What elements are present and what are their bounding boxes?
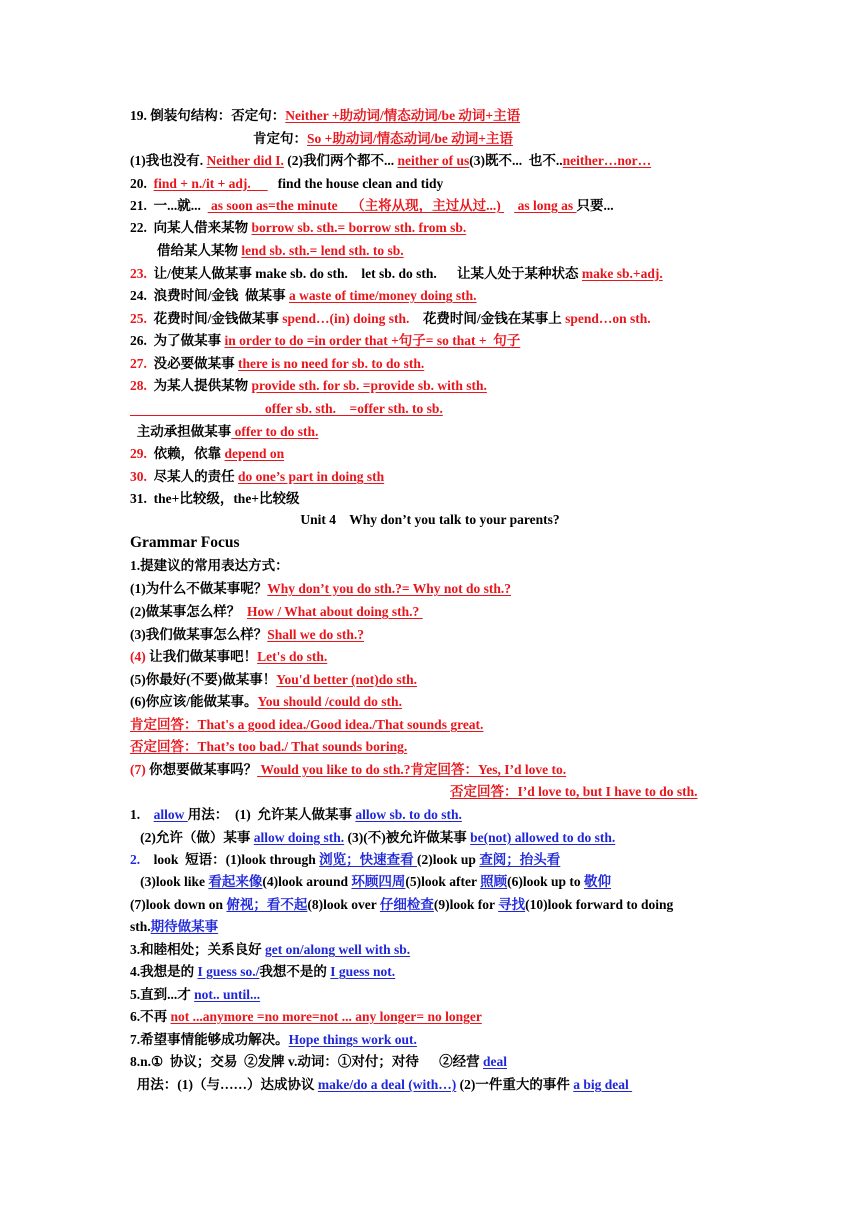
answer-phrase: 看起来像 (208, 874, 263, 889)
answer-phrase: borrow sb. sth.= borrow sth. from sb. (251, 220, 467, 235)
answer-phrase: I guess so./ (197, 964, 260, 979)
answer-phrase: offer to do sth. (231, 424, 319, 439)
answer-phrase: 照顾 (480, 874, 508, 889)
text-line (130, 468, 384, 486)
line-text (504, 198, 514, 213)
answer-phrase: 肯定回答：That's a good idea./Good idea./That sounds great. (130, 717, 484, 732)
text-line (130, 152, 651, 170)
text-line (130, 693, 402, 711)
line-text: 借给某人某物 (157, 243, 242, 258)
answer-phrase: Would you like to do sth.?肯定回答：Yes, I’d love to. (257, 762, 567, 777)
line-text: (2)我们两个都不... (283, 153, 398, 168)
text-line (130, 332, 520, 350)
answer-phrase: 期待做某事 (150, 919, 219, 934)
answer-phrase: Let's do sth. (257, 649, 328, 664)
line-text: (6)look up to (507, 874, 585, 889)
unit-title: Unit 4 Why don’t you talk to your parents? (300, 512, 560, 527)
answer-phrase: there is no need for sb. to do sth. (238, 356, 425, 371)
answer-phrase: in order to do =in order that +句子= so that + 句子 (224, 333, 521, 348)
text-line (253, 130, 513, 148)
line-text: (4)look around (262, 874, 352, 889)
answer-phrase: How / What about doing sth.? (247, 604, 423, 619)
text-line (130, 941, 410, 959)
answer-phrase: get on/along well with sb. (265, 942, 411, 957)
line-text: spend…(in) doing sth. (282, 311, 410, 326)
text-line (130, 603, 423, 621)
text-line (130, 1008, 482, 1026)
text-line (130, 107, 520, 125)
answer-phrase: do one’s part in doing sth (238, 469, 385, 484)
line-text: 2. (130, 852, 141, 867)
answer-phrase: allow doing sth. (253, 830, 345, 845)
line-text: (9)look for (433, 897, 499, 912)
line-text: 31. the+比较级，the+比较级 (130, 491, 300, 506)
line-text: (3)look like (130, 874, 209, 889)
line-text: (2)look up (417, 852, 480, 867)
text-line (130, 1031, 417, 1049)
line-text: 29. (130, 446, 147, 461)
line-text: sth. (130, 919, 151, 934)
text-line (130, 671, 417, 689)
answer-phrase: depend on (224, 446, 285, 461)
text-line (130, 265, 663, 283)
answer-phrase: a big deal (573, 1077, 633, 1092)
line-text: 依赖，依靠 (146, 446, 225, 461)
line-text: 6.不再 (130, 1009, 171, 1024)
answer-phrase: 寻找 (498, 897, 526, 912)
text-line (130, 377, 487, 395)
text-line (130, 423, 318, 441)
line-text: spend…on sth. (565, 311, 651, 326)
line-text: (2)做某事怎么样？ (130, 604, 247, 619)
answer-phrase: make sb.+adj. (581, 266, 663, 281)
line-text: (5)你最好(不要)做某事！ (130, 672, 277, 687)
answer-phrase: I guess not. (330, 964, 396, 979)
text-line (130, 355, 424, 373)
line-text: 20. (130, 176, 154, 191)
answer-phrase: Neither +助动词/情态动词/be 动词+主语 (285, 108, 521, 123)
line-text: (7) (130, 762, 146, 777)
line-text: 1.提建议的常用表达方式： (130, 558, 289, 573)
line-text: (1)我也没有. (130, 153, 207, 168)
text-line (130, 197, 614, 215)
line-text: 21. 一...就... (130, 198, 208, 213)
line-text: 我想不是的 (259, 964, 331, 979)
line-text: 27. (130, 356, 147, 371)
text-line (130, 1076, 632, 1094)
text-line (157, 242, 404, 260)
text-line (130, 557, 289, 575)
line-text: 22. 向某人借来某物 (130, 220, 252, 235)
line-text: 你想要做某事吗？ (145, 762, 258, 777)
answer-phrase: You'd better (not)do sth. (276, 672, 417, 687)
answer-phrase: Why don’t you do sth.?= Why not do sth.? (267, 581, 512, 596)
line-text: 主动承担做某事 (130, 424, 232, 439)
answer-phrase: offer sb. sth. =offer sth. to sb. (130, 401, 443, 416)
line-text: (2)一件重大的事件 (456, 1077, 574, 1092)
answer-phrase: 否定回答：I’d love to, but I have to do sth. (450, 784, 698, 799)
answer-phrase: 查阅；抬头看 (479, 852, 561, 867)
text-line (130, 445, 284, 463)
text-line (130, 310, 651, 328)
line-text: find the house clean and tidy (267, 176, 444, 191)
answer-phrase: neither of us (397, 153, 470, 168)
text-line (130, 580, 511, 598)
text-line (130, 896, 673, 914)
answer-phrase: Shall we do sth.? (267, 627, 365, 642)
line-text: 19. 倒装句结构：否定句： (130, 108, 286, 123)
grammar-focus-heading: Grammar Focus (130, 534, 240, 551)
line-text: (7)look down on (130, 897, 227, 912)
line-text: 8.n.① 协议；交易 ②发牌 v.动词：①对付；对待 ②经营 (130, 1054, 483, 1069)
line-text: 花费时间/金钱做某事 (146, 311, 283, 326)
answer-phrase: 俯视；看不起 (226, 897, 308, 912)
answer-phrase: allow sb. to do sth. (355, 807, 462, 822)
line-text: (8)look over (307, 897, 380, 912)
line-text: 没必要做某事 (146, 356, 238, 371)
answer-phrase: as long as (514, 198, 577, 213)
text-line (130, 851, 560, 869)
text-line (130, 986, 260, 1004)
line-text: 7.希望事情能够成功解决。 (130, 1032, 289, 1047)
line-text: (3)我们做某事怎么样？ (130, 627, 268, 642)
line-text: 28. (130, 378, 147, 393)
line-text: 用法：(1)（与……）达成协议 (130, 1077, 318, 1092)
line-text: 5.直到...才 (130, 987, 195, 1002)
line-text: 30. (130, 469, 147, 484)
text-line (130, 806, 462, 824)
answer-phrase: 浏览；快速查看 (319, 852, 418, 867)
text-line (130, 963, 395, 981)
line-text: (1)为什么不做某事呢？ (130, 581, 268, 596)
text-line (130, 400, 443, 418)
text-line (130, 738, 407, 756)
answer-phrase: lend sb. sth.= lend sth. to sb. (241, 243, 404, 258)
text-line (130, 1053, 507, 1071)
line-text: 让/使某人做某事 make sb. do sth. let sb. do sth. 让某人处于某种状态 (146, 266, 582, 281)
line-text: 为某人提供某物 (146, 378, 252, 393)
answer-phrase: allow (153, 807, 188, 822)
line-text: (6)你应该/能做某事。 (130, 694, 258, 709)
line-text: (5)look after (405, 874, 481, 889)
line-text: 肯定句： (253, 131, 307, 146)
line-text: 3.和睦相处；关系良好 (130, 942, 265, 957)
text-line (130, 175, 443, 193)
line-text: 1. (130, 807, 154, 822)
line-text: look 短语：(1)look through (140, 852, 320, 867)
text-line (130, 918, 218, 936)
answer-phrase: So +助动词/情态动词/be 动词+主语 (307, 131, 513, 146)
answer-phrase: not.. until... (194, 987, 261, 1002)
answer-phrase: be(not) allowed to do sth. (470, 830, 616, 845)
text-line (130, 626, 364, 644)
answer-phrase: make/do a deal (with…) (317, 1077, 457, 1092)
answer-phrase: as soon as=the minute （主将从现，主过从过...) (207, 198, 505, 213)
answer-phrase: a waste of time/money doing sth. (289, 288, 477, 303)
answer-phrase: You should /could do sth. (257, 694, 402, 709)
line-text: 让我们做某事吧！ (145, 649, 258, 664)
line-text: (3)(不)被允许做某事 (344, 830, 471, 845)
answer-phrase: 敬仰 (584, 874, 612, 889)
line-text: 23. (130, 266, 147, 281)
line-text: (10)look forward to doing (525, 897, 674, 912)
text-line (130, 761, 566, 779)
text-line (130, 648, 327, 666)
text-line (130, 287, 477, 305)
answer-phrase: provide sth. for sb. =provide sb. with sth. (251, 378, 487, 393)
line-text: (3)既不... 也不.. (469, 153, 563, 168)
answer-phrase: Neither did I. (206, 153, 284, 168)
text-line (130, 716, 483, 734)
answer-phrase: Hope things work out. (288, 1032, 417, 1047)
answer-phrase: find + n./it + adj. (153, 176, 268, 191)
line-text: 26. 为了做某事 (130, 333, 225, 348)
text-line (130, 490, 300, 508)
line-text: 4.我想是的 (130, 964, 198, 979)
line-text: 24. 浪费时间/金钱 做某事 (130, 288, 290, 303)
answer-phrase: 否定回答：That’s too bad./ That sounds boring. (130, 739, 408, 754)
line-text: 25. (130, 311, 147, 326)
answer-phrase: deal (483, 1054, 508, 1069)
line-text: 花费时间/金钱在某事上 (409, 311, 566, 326)
answer-phrase: neither…nor… (562, 153, 652, 168)
line-text: (4) (130, 649, 146, 664)
line-text: (2)允许（做）某事 (130, 830, 254, 845)
answer-phrase: 环顾四周 (351, 874, 406, 889)
line-text: 尽某人的责任 (146, 469, 238, 484)
line-text: 只要... (576, 198, 614, 213)
answer-phrase: not ...anymore =no more=not ... any longer= no longer (170, 1009, 482, 1024)
answer-phrase: 仔细检查 (379, 897, 434, 912)
line-text: 用法： (1) 允许某人做某事 (187, 807, 356, 822)
text-line (130, 873, 611, 891)
text-line (450, 783, 698, 801)
text-line (130, 219, 466, 237)
text-line (130, 829, 615, 847)
